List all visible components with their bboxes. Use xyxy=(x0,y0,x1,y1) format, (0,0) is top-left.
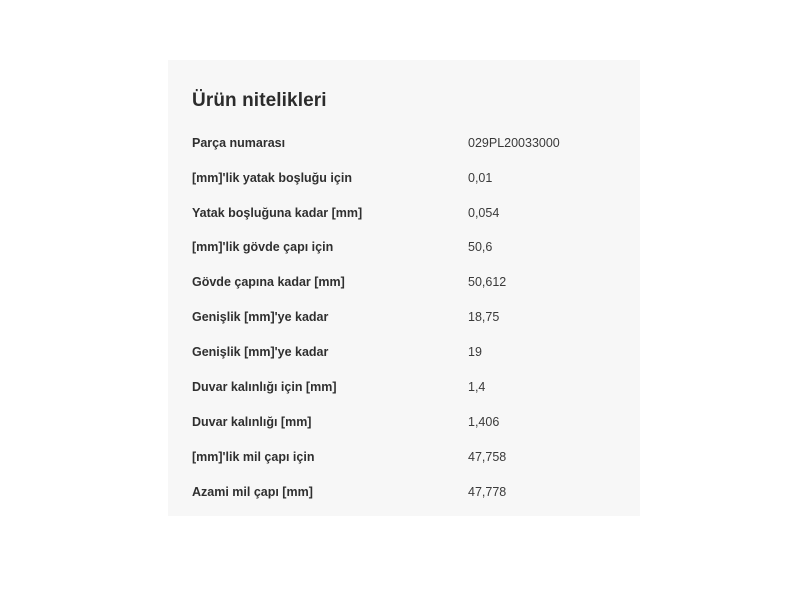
list-item xyxy=(192,449,616,466)
attribute-value: 1,4 xyxy=(468,379,486,394)
list-item xyxy=(192,344,616,361)
list-item xyxy=(192,239,616,256)
attribute-label: Duvar kalınlığı [mm] xyxy=(192,414,312,429)
list-item xyxy=(192,135,616,152)
attribute-value: 47,778 xyxy=(468,484,507,499)
page-title: Ürün nitelikleri xyxy=(192,90,327,111)
attribute-value: 1,406 xyxy=(468,414,500,429)
list-item xyxy=(192,205,616,222)
attribute-label: Azami mil çapı [mm] xyxy=(192,484,313,499)
attribute-value: 50,612 xyxy=(468,275,507,290)
attribute-value: 47,758 xyxy=(468,449,507,464)
list-item xyxy=(192,170,616,187)
attribute-label: [mm]'lik yatak boşluğu için xyxy=(192,170,352,185)
attribute-value: 18,75 xyxy=(468,310,500,325)
attribute-label: [mm]'lik mil çapı için xyxy=(192,449,315,464)
attribute-label: Parça numarası xyxy=(192,135,286,150)
attribute-label: Yatak boşluğuna kadar [mm] xyxy=(192,205,363,220)
attribute-label: Duvar kalınlığı için [mm] xyxy=(192,379,337,394)
attribute-label: [mm]'lik gövde çapı için xyxy=(192,240,334,255)
attribute-label: Gövde çapına kadar [mm] xyxy=(192,275,345,290)
product-attributes-panel xyxy=(168,60,640,516)
attribute-value: 029PL20033000 xyxy=(468,135,560,150)
attribute-value: 19 xyxy=(468,345,482,360)
product-attributes-list xyxy=(192,135,616,501)
list-item xyxy=(192,309,616,326)
attribute-label: Genişlik [mm]'ye kadar xyxy=(192,310,329,325)
attribute-value: 50,6 xyxy=(468,240,493,255)
attribute-value: 0,01 xyxy=(468,170,493,185)
list-item xyxy=(192,414,616,431)
list-item xyxy=(192,484,616,501)
list-item xyxy=(192,379,616,396)
list-item xyxy=(192,274,616,291)
attribute-value: 0,054 xyxy=(468,205,500,220)
attribute-label: Genişlik [mm]'ye kadar xyxy=(192,345,329,360)
